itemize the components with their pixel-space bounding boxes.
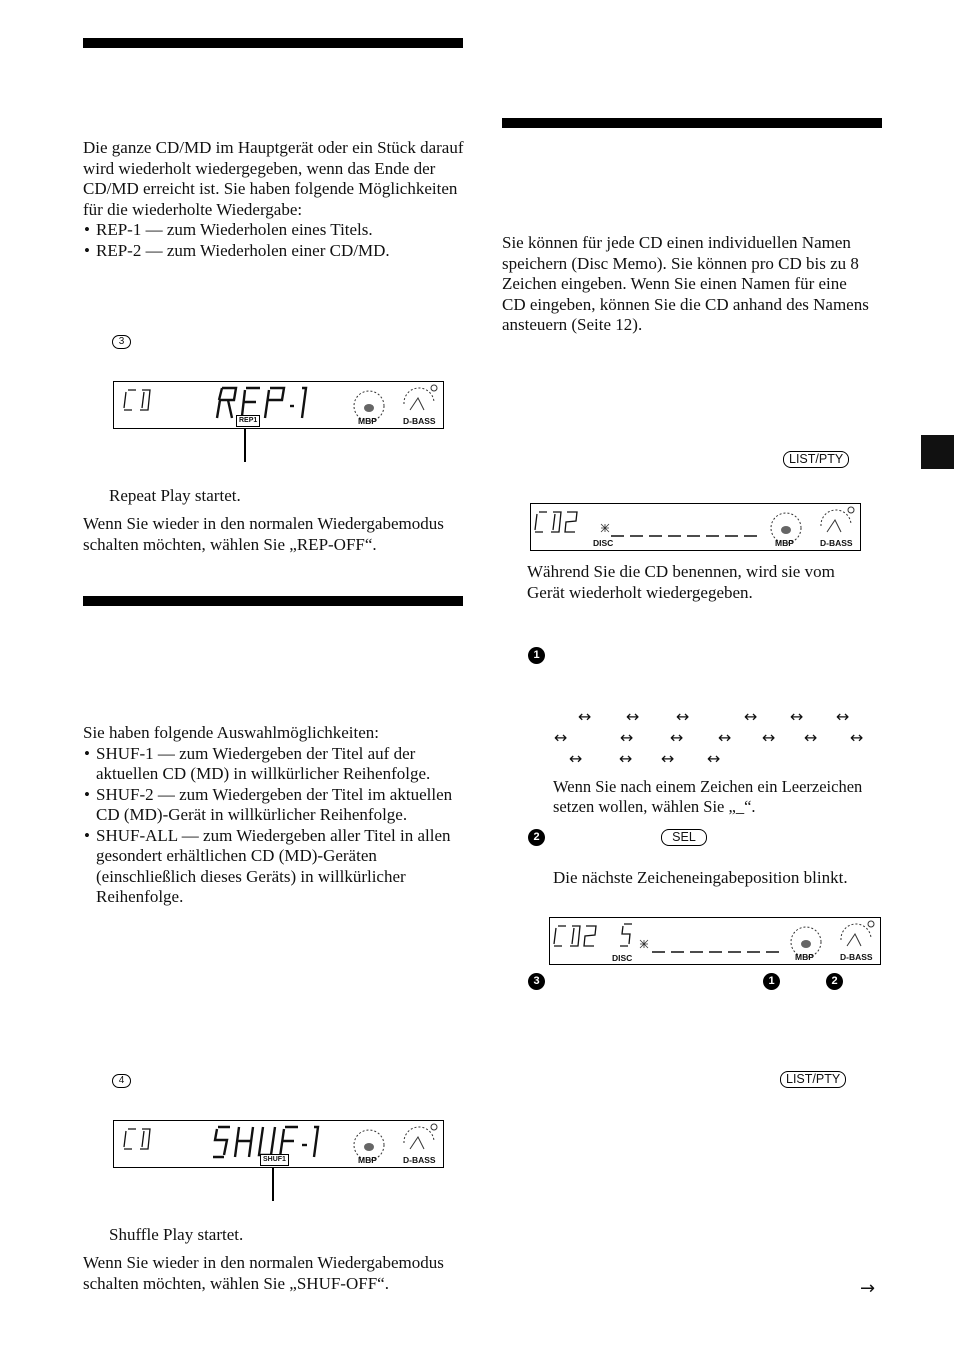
disc-memo-intro: Sie können für jede CD einen individuellen Namen speichern (Disc Memo). Sie können pro CD bis zu 8 Zeichen eingeben. Wenn Sie einen Namen für eine CD eingeben, können Sie die CD anhand des Namens ansteuern (Seite 12). [502,233,869,334]
section-rule-repeat [83,38,463,48]
cycle-arrows-j: ↔ [718,728,732,747]
next-position-note: Die nächste Zeicheneingabeposition blinkt. [553,868,848,887]
disc-label: DISC [593,538,614,548]
sel-button: SEL [661,829,707,846]
cycle-arrows-g: ↔ [554,728,568,747]
cycle-arrows-h: ↔ [620,728,634,747]
lcd-source-cd2 [535,512,577,532]
continued-arrow-icon: → [860,1278,876,1299]
shuf1-indicator: SHUF1 [260,1154,289,1166]
section-rule-shuffle [83,596,463,606]
shuffle-description [83,723,468,908]
mbp-label-next: MBP [795,952,814,962]
mbp-dbass-indicator-shuffle [354,1124,437,1165]
mbp-dbass-indicator-name [771,507,854,548]
lcd-source-cd-shuffle [124,1129,150,1149]
indicator-callout-line-shuffle [272,1167,274,1201]
cycle-arrows-e: ↔ [790,707,804,726]
lcd-source-cd [124,390,150,410]
step-3-ref-1-icon: 1 [763,973,780,990]
lcd-segments-repeat [114,382,443,428]
cycle-arrows-c: ↔ [676,707,690,726]
cycle-arrows-i: ↔ [670,728,684,747]
lcd-main-shuf1 [213,1127,318,1157]
shuffle-option-1: • SHUF-1 — zum Wiedergeben der Titel auf der aktuellen CD (MD) in willkürlicher Reihenfolge. [83,744,468,785]
dbass-label: D-BASS [403,416,436,426]
lcd-display-name-entry [530,503,861,551]
key-3-icon: 3 [112,335,131,349]
cycle-arrows-p: ↔ [661,749,675,768]
while-naming-note: Während Sie die CD benennen, wird sie vom Gerät wiederholt wiedergegeben. [527,562,835,602]
cycle-arrows-f: ↔ [836,707,850,726]
step-3-ref-2-icon: 2 [826,973,843,990]
key-4-icon: 4 [112,1074,131,1088]
lcd-main-rep1 [217,388,306,418]
lcd-display-repeat [113,381,444,429]
space-note: Wenn Sie nach einem Zeichen ein Leerzeichen setzen wollen, wählen Sie „_“. [553,777,863,816]
mbp-label-shuffle: MBP [358,1155,377,1165]
entered-character-s [620,924,632,946]
shuffle-return-note: Wenn Sie wieder in den normalen Wiedergabemodus schalten möchten, wählen Sie „SHUF-OFF“. [83,1253,444,1293]
mbp-dbass-indicator-next [791,921,874,962]
cycle-arrows-m: ↔ [850,728,864,747]
cycle-arrows-b: ↔ [626,707,640,726]
repeat-option-1: • REP-1 — zum Wiederholen eines Titels. [83,220,468,241]
shuffle-intro: Sie haben folgende Auswahlmöglichkeiten: [83,723,380,742]
rep1-indicator: REP1 [236,415,260,427]
shuffle-option-2: • SHUF-2 — zum Wiedergeben der Titel im aktuellen CD (MD)-Gerät in willkürlicher Reihenfolge. [83,785,468,826]
dbass-label-name: D-BASS [820,538,853,548]
repeat-option-2: • REP-2 — zum Wiederholen einer CD/MD. [83,241,468,262]
lcd-display-shuffle [113,1120,444,1168]
lcd-segments-name-entry [531,504,860,550]
step-2-icon: 2 [528,829,545,846]
dbass-label-next: D-BASS [840,952,873,962]
cycle-arrows-d: ↔ [744,707,758,726]
section-rule-disc-memo [502,118,882,128]
repeat-return-note: Wenn Sie wieder in den normalen Wiedergabemodus schalten möchten, wählen Sie „REP-OFF“. [83,514,444,554]
mbp-dbass-indicator [354,385,437,426]
repeat-result: Repeat Play startet. [109,486,241,505]
blinking-cursor-icon-b [640,940,648,948]
cycle-arrows-a: ↔ [578,707,592,726]
indicator-callout-line-repeat [244,428,246,462]
shuffle-result: Shuffle Play startet. [109,1225,244,1244]
step-1-icon: 1 [528,647,545,664]
cycle-arrows-o: ↔ [619,749,633,768]
page-section-tab [921,435,954,469]
cycle-arrows-n: ↔ [569,749,583,768]
disc-label-b: DISC [612,953,633,963]
cycle-arrows-k: ↔ [762,728,776,747]
blinking-cursor-icon [601,524,609,532]
mbp-label: MBP [358,416,377,426]
lcd-segments-next-position [550,918,880,964]
list-pty-button: LIST/PTY [783,451,849,468]
dbass-label-shuffle: D-BASS [403,1155,436,1165]
lcd-display-next-position [549,917,881,965]
step-3-icon: 3 [528,973,545,990]
repeat-description [83,138,468,261]
lcd-source-cd2-b [554,926,596,946]
repeat-paragraph: Die ganze CD/MD im Hauptgerät oder ein Stück darauf wird wiederholt wiedergegeben, wenn das Ende der CD/MD erreicht ist. Sie haben folgende Möglichkeiten für die wiederholte Wiedergabe: [83,138,464,219]
cycle-arrows-q: ↔ [707,749,721,768]
mbp-label-name: MBP [775,538,794,548]
cycle-arrows-l: ↔ [804,728,818,747]
list-pty-button-2: LIST/PTY [780,1071,846,1088]
shuffle-option-all: • SHUF-ALL — zum Wiedergeben aller Titel in allen gesondert erhältlichen CD (MD)-Geräten (einschließlich dieses Geräts) in willkürlicher Reihenfolge. [83,826,468,908]
